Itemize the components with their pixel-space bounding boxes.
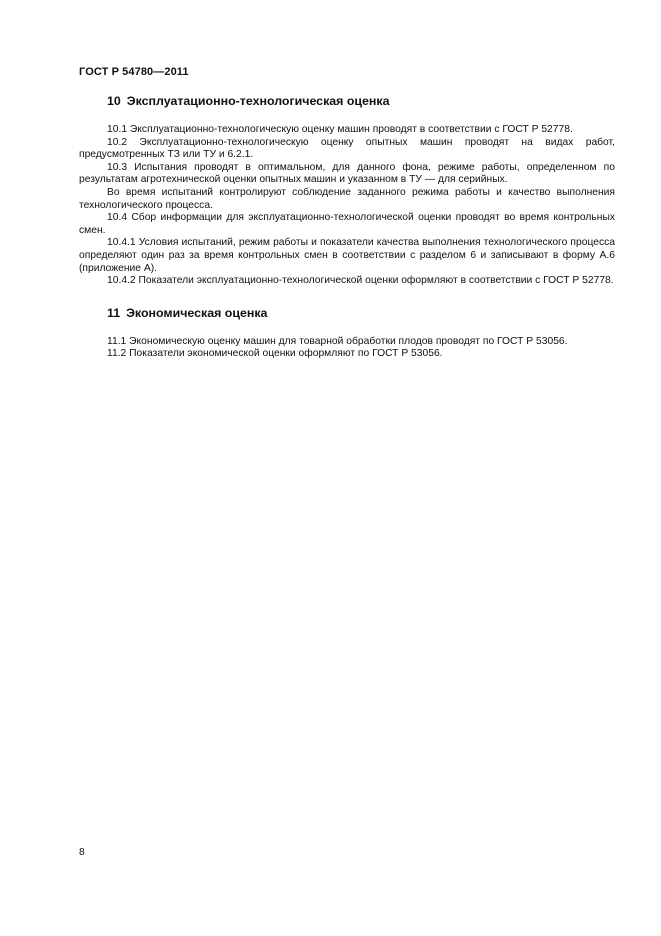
section-heading (107, 92, 615, 110)
paragraph: Во время испытаний контролируют соблюдение заданного режима работы и качество выполнения технологического процесса. (79, 186, 615, 211)
section-title-text: Эксплуатационно-технологическая оценка (126, 94, 390, 108)
document-header-id: ГОСТ Р 54780—2011 (79, 66, 189, 78)
section-10 (79, 92, 615, 288)
paragraph: 10.3 Испытания проводят в оптимальном, для данного фона, режиме работы, определенном по результатам агротехнической оценки опытных машин и указанном в ТУ — для серийных. (79, 161, 615, 186)
paragraph: 10.2 Эксплуатационно-технологическую оценку опытных машин проводят на видах работ, предусмотренных ТЗ или ТУ и 6.2.1. (79, 136, 615, 161)
document-body (79, 92, 615, 361)
section-number: 10 (107, 94, 121, 108)
section-heading (107, 304, 615, 322)
paragraph: 10.1 Эксплуатационно-технологическую оценку машин проводят в соответствии с ГОСТ Р 52778. (107, 124, 573, 135)
paragraph: 10.4 Сбор информации для эксплуатационно-технологической оценки проводят во время контрольных смен. (79, 212, 615, 236)
paragraph: 10.4.2 Показатели эксплуатационно-технологической оценки оформляют в соответствии с ГОСТ Р 52778. (107, 275, 614, 287)
section-11 (79, 304, 615, 361)
paragraph: 11.2 Показатели экономической оценки оформляют по ГОСТ Р 53056. (107, 348, 443, 360)
section-number: 11 (107, 305, 121, 320)
page-number: 8 (79, 847, 85, 858)
section-title-text: Экономическая оценка (126, 305, 268, 320)
paragraph: 10.4.1 Условия испытаний, режим работы и показатели качества выполнения технологического процесса определяют один раз за время контрольных смен в соответствии с разделом 6 и записывают в форму А.6 (приложение А). (79, 237, 615, 274)
paragraph: 11.1 Экономическую оценку машин для товарной обработки плодов проводят по ГОСТ Р 53056. (107, 335, 568, 347)
